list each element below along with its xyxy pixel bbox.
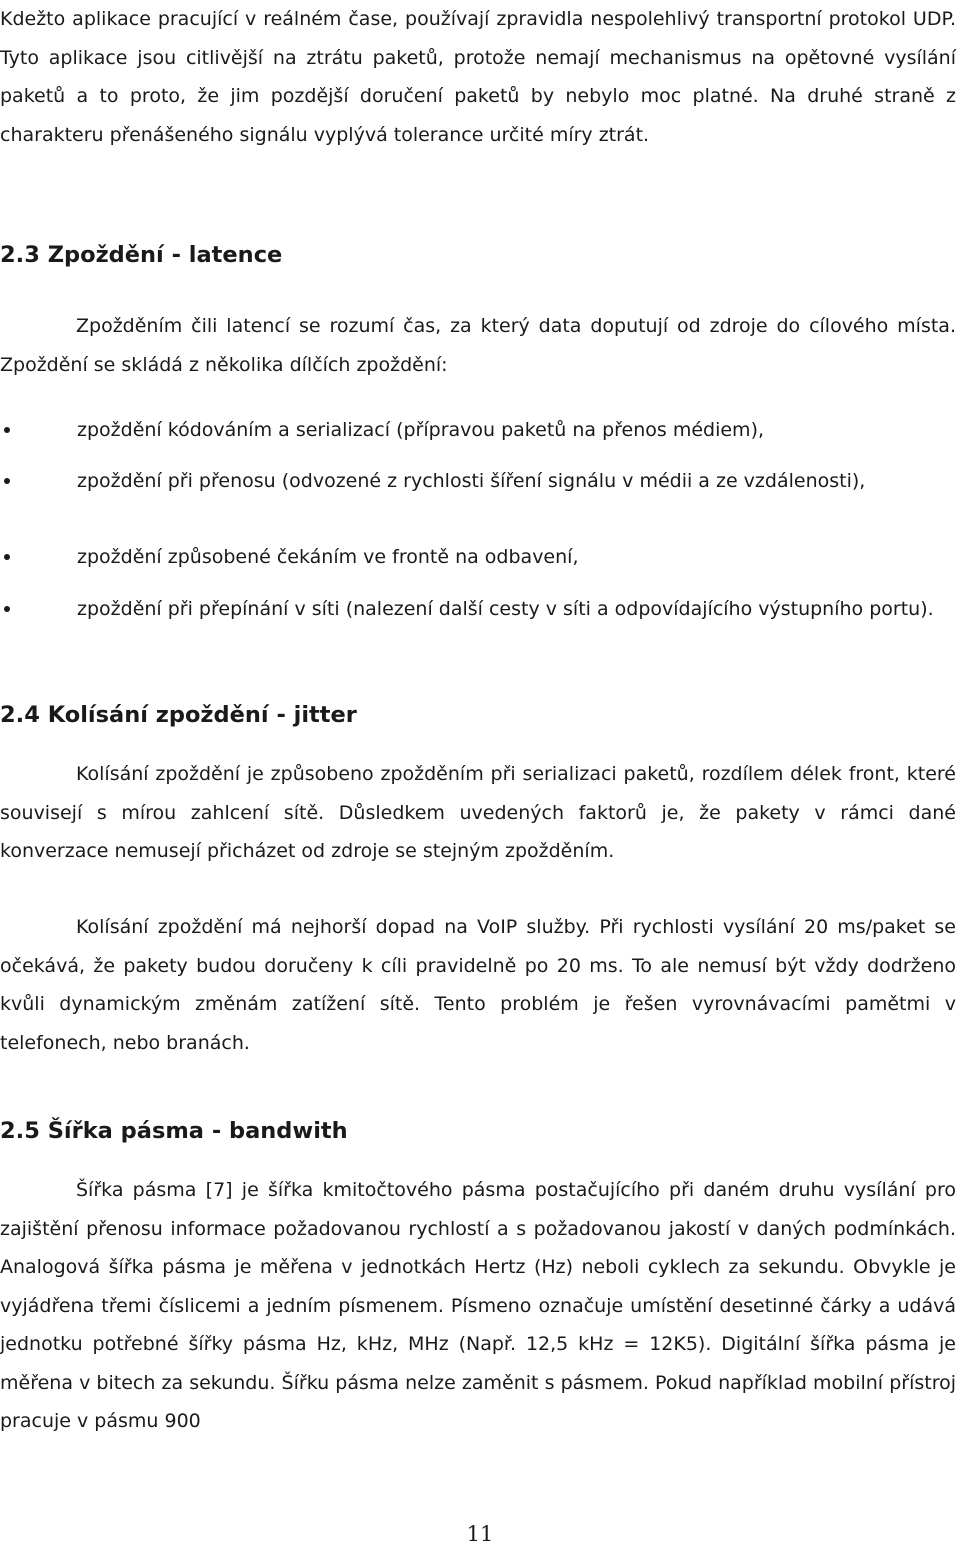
list-item-text: zpoždění při přenosu (odvozené z rychlosti šíření signálu v médii a ze vzdálenosti),	[77, 470, 866, 492]
list-item	[0, 545, 956, 570]
section-heading-2-3: 2.3 Zpoždění - latence	[0, 242, 283, 268]
bullet-icon	[4, 606, 10, 612]
bullet-icon	[4, 554, 10, 560]
latency-paragraph: Zpožděním čili latencí se rozumí čas, za který data doputují od zdroje do cílového místa. Zpoždění se skládá z několika dílčích zpoždění:	[0, 315, 956, 376]
list-item-text: zpoždění při přepínání v síti (nalezení další cesty v síti a odpovídajícího výstupního portu).	[77, 598, 934, 620]
section-heading-2-4: 2.4 Kolísání zpoždění - jitter	[0, 702, 357, 728]
bullet-icon	[4, 427, 10, 433]
page-number: 11	[466, 1522, 494, 1546]
bandwidth-paragraph: Šířka pásma [7] je šířka kmitočtového pásma postačujícího při daném druhu vysílání pro zajištění přenosu informace požadovanou rychlostí a s požadovanou jakostí v daných podmínkách. Analogová šířka pásma je měřena v jednotkách Hertz (Hz) neboli cyklech za sekundu. Obvykle je vyjádřena třemi číslicemi a jedním písmenem. Písmeno označuje umístění desetinné čárky a udává jednotku potřebné šířky pásma Hz, kHz, MHz (Např. 12,5 kHz = 12K5). Digitální šířka pásma je měřena v bitech za sekundu. Šířku pásma nelze zaměnit s pásmem. Pokud například mobilní přístroj pracuje v pásmu 900	[0, 1179, 956, 1432]
list-item-text: zpoždění způsobené čekáním ve frontě na odbavení,	[77, 546, 579, 568]
list-item	[0, 469, 956, 494]
section-heading-2-5: 2.5 Šířka pásma - bandwith	[0, 1118, 348, 1144]
intro-paragraph: Kdežto aplikace pracující v reálném čase, používají zpravidla nespolehlivý transportní protokol UDP. Tyto aplikace jsou citlivější na ztrátu paketů, protože nemají mechanismus na opětovné vysílání paketů a to proto, že jim pozdější doručení paketů by nebylo moc platné. Na druhé straně z charakteru přenášeného signálu vyplývá tolerance určité míry ztrát.	[0, 8, 956, 146]
list-item	[0, 418, 956, 443]
jitter-paragraph-1: Kolísání zpoždění je způsobeno zpožděním při serializaci paketů, rozdílem délek front, které souvisejí s mírou zahlcení sítě. Důsledkem uvedených faktorů je, že pakety v rámci dané konverzace nemusejí přicházet od zdroje se stejným zpožděním.	[0, 763, 956, 862]
jitter-paragraph-2: Kolísání zpoždění má nejhorší dopad na VoIP služby. Při rychlosti vysílání 20 ms/paket se očekává, že pakety budou doručeny k cíli pravidelně po 20 ms. To ale nemusí být vždy dodrženo kvůli dynamickým změnám zatížení sítě. Tento problém je řešen vyrovnávacími pamětmi v telefonech, nebo branách.	[0, 916, 956, 1054]
list-item	[0, 597, 956, 622]
bullet-icon	[4, 478, 10, 484]
list-item-text: zpoždění kódováním a serializací (přípravou paketů na přenos médiem),	[77, 419, 765, 441]
